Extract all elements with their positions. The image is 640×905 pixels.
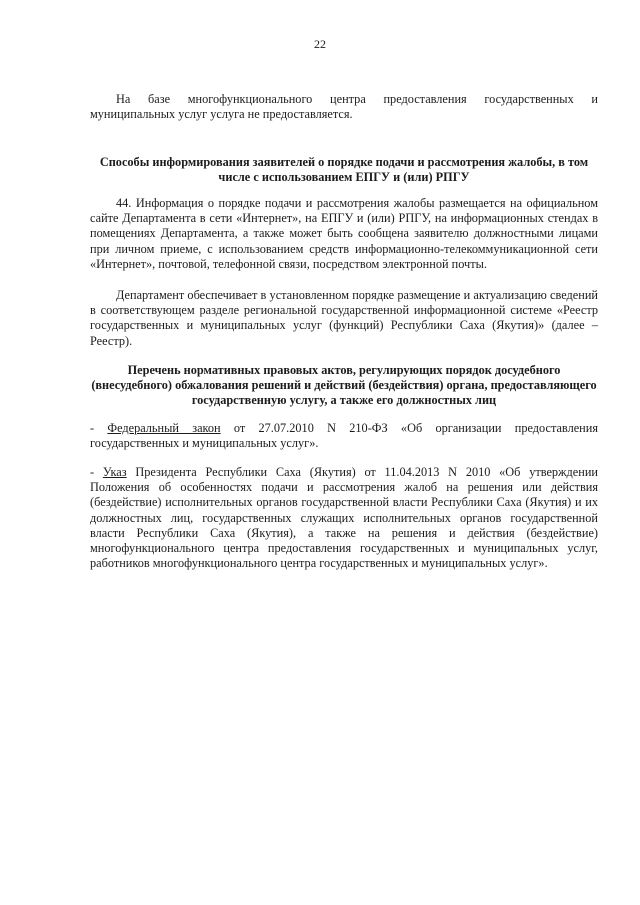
federal-law-description: от 27.07.2010 N 210-ФЗ «Об организации предоставления государственных и муниципальных услуг». xyxy=(90,421,598,451)
registry-paragraph-text: Департамент обеспечивает в установленном порядке размещение и актуализацию сведений в соответствующем разделе региональной государственной информационной системе «Реестр государственных и муниципальных услуг (функций) Республики Саха (Якутия)» (далее – Реестр). xyxy=(90,288,598,348)
decree-description: Президента Республики Саха (Якутия) от 11.04.2013 N 2010 «Об утверждении Положения об особенностях подачи и рассмотрения жалоб на решения или действия (бездействие) исполнительных органов государственной власти Республики Саха (Якутия) и их должностных лиц, государственных служащих исполнительных органов государственной власти Республики Саха (Якутия), а также на решения и действия (бездействие) многофункционального центра предоставления государственных и муниципальных услуг, работников многофункционального центра государственных и муниципальных услуг». xyxy=(90,465,599,571)
decree-text xyxy=(90,465,598,571)
federal-law-text xyxy=(90,421,598,451)
section-heading-informing: Способы информирования заявителей о порядке подачи и рассмотрения жалобы, в том числе с использованием ЕПГУ и (или) РПГУ xyxy=(99,155,589,185)
legal-act-item-decree xyxy=(90,465,598,571)
federal-law-link[interactable]: Федеральный закон xyxy=(107,421,221,435)
registry-paragraph xyxy=(90,288,598,349)
decree-link[interactable]: Указ xyxy=(102,465,127,479)
paragraph-44-text: 44. Информация о порядке подачи и рассмотрения жалобы размещается на официальном сайте Департамента в сети «Интернет», на ЕПГУ и (или) РПГУ, на информационных стендах в помещениях Департамента, а также может быть сообщена заявителю должностными лицами при личном приеме, с использованием средств информационно-телекоммуникационной сети «Интернет», почтовой, телефонной связи, посредством электронной почты. xyxy=(90,196,598,271)
informing-paragraph-44 xyxy=(90,196,598,272)
decree-prefix: - xyxy=(90,465,103,479)
federal-law-prefix: - xyxy=(90,421,108,435)
page-number: 22 xyxy=(314,37,326,51)
intro-paragraph xyxy=(90,92,598,122)
section-heading-legal-acts: Перечень нормативных правовых актов, регулирующих порядок досудебного (внесудебного) обжалования решений и действий (бездействия) органа, предоставляющего государственную услугу, а также его должностных лиц xyxy=(91,363,597,408)
intro-text: На базе многофункционального центра предоставления государственных и муниципальных услуг услуга не предоставляется. xyxy=(90,92,598,122)
legal-act-item-federal-law xyxy=(90,421,598,451)
